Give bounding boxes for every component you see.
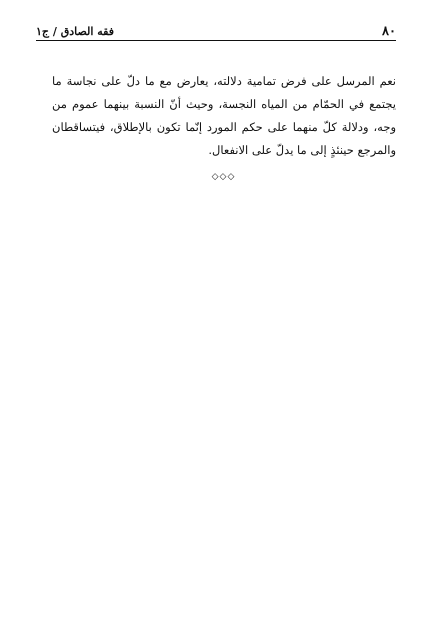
page-number: ٨٠ [382, 24, 396, 39]
page-header [36, 22, 396, 40]
section-separator: ◇◇◇ [211, 172, 236, 182]
header-rule [36, 40, 396, 41]
body-paragraph: نعم المرسل على فرض تمامية دلالته، يعارض مع ما دلّ على نجاسة ما يجتمع في الحمّام من المياه النجسة، وحيث أنّ النسبة بينهما عموم من وجه، ودلالة كلّ منهما على حكم المورد إنّما تكون بالإطلاق، فيتساقطان والمرجع حينئذٍ إلى ما يدلّ على الانفعال. [52, 74, 396, 157]
running-title: فقه الصادق / ج١ [36, 25, 114, 38]
